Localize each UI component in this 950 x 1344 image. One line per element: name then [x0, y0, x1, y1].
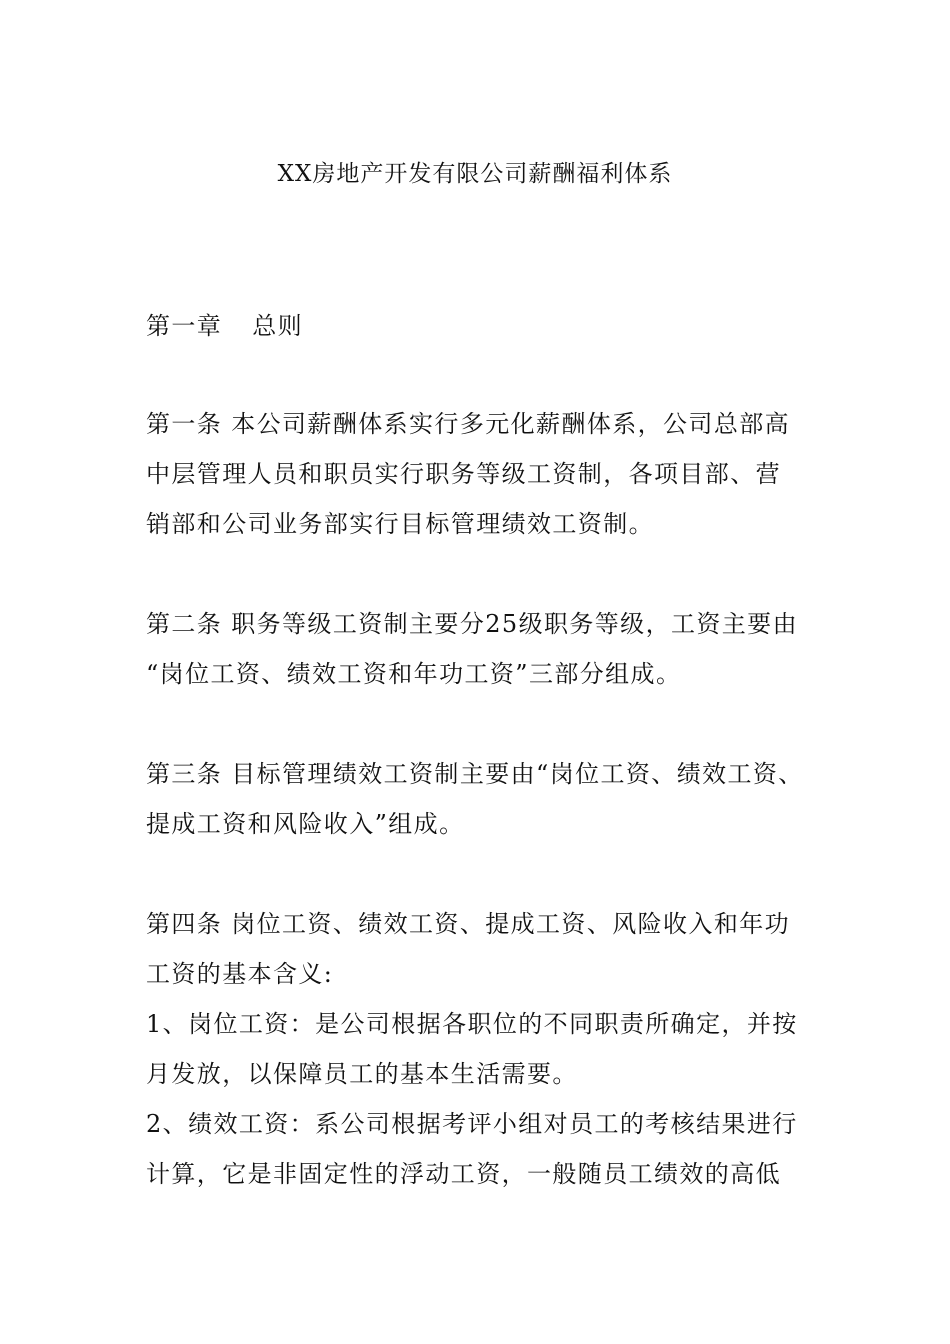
item-2-line-2: 计算，它是非固定性的浮动工资，一般随员工绩效的高低 — [146, 1160, 781, 1188]
item-2-line-1: 2、绩效工资：系公司根据考评小组对员工的考核结果进行 — [146, 1110, 798, 1138]
article-4-line-1: 第四条 岗位工资、绩效工资、提成工资、风险收入和年功 — [146, 910, 791, 938]
chapter-number: 第一章 — [146, 312, 223, 340]
article-3-line-2: 提成工资和风险收入”组成。 — [146, 810, 465, 838]
article-4-line-2: 工资的基本含义: — [146, 960, 334, 988]
article-1-line-3: 销部和公司业务部实行目标管理绩效工资制。 — [146, 510, 654, 538]
article-2-line-1: 第二条 职务等级工资制主要分25级职务等级，工资主要由 — [146, 610, 798, 638]
article-1-line-2: 中层管理人员和职员实行职务等级工资制，各项目部、营 — [146, 460, 781, 488]
item-1-line-1: 1、岗位工资：是公司根据各职位的不同职责所确定，并按 — [146, 1010, 798, 1038]
document-title: XX房地产开发有限公司薪酬福利体系 — [277, 161, 673, 187]
chapter-name: 总则 — [252, 312, 304, 340]
item-1-line-2: 月发放，以保障员工的基本生活需要。 — [146, 1060, 578, 1088]
chapter-heading — [146, 308, 303, 344]
article-2-line-2: “岗位工资、绩效工资和年功工资”三部分组成。 — [146, 660, 682, 688]
article-1-line-1: 第一条 本公司薪酬体系实行多元化薪酬体系，公司总部高 — [146, 410, 791, 438]
article-3-line-1: 第三条 目标管理绩效工资制主要由“岗位工资、绩效工资、 — [146, 760, 804, 788]
